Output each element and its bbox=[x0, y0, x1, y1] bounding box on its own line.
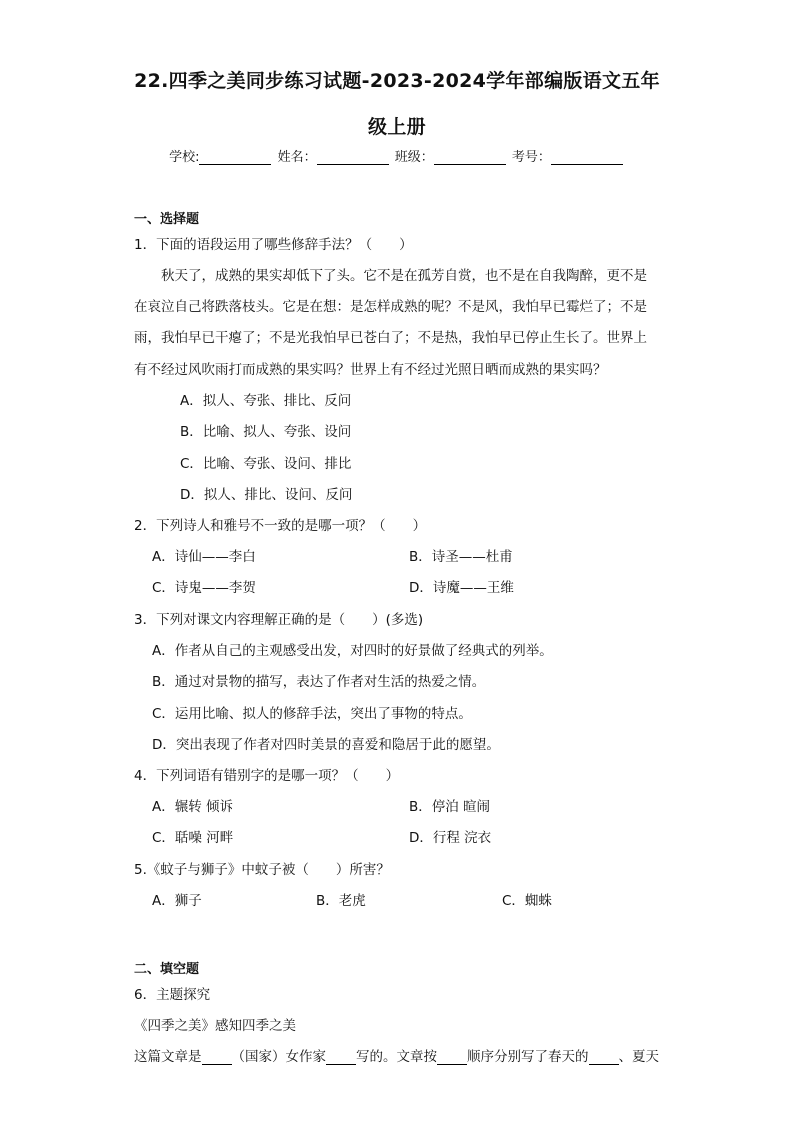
question-3-option-d[interactable]: D．突出表现了作者对四时美景的喜爱和隐居于此的愿望。 bbox=[152, 737, 500, 753]
question-4-stem: 4．下列词语有错别字的是哪一项？（ ） bbox=[134, 768, 400, 784]
fill-blank-order[interactable] bbox=[437, 1051, 467, 1065]
question-4-option-b[interactable]: B．停泊 暄闹 bbox=[409, 799, 491, 815]
fill-text: 、夏天 bbox=[618, 1049, 659, 1065]
question-5-option-c[interactable]: C．蜘蛛 bbox=[502, 893, 552, 909]
question-5-option-b[interactable]: B．老虎 bbox=[316, 893, 366, 909]
question-6-subtitle: 《四季之美》感知四季之美 bbox=[134, 1018, 296, 1034]
question-3-option-b[interactable]: B．通过对景物的描写，表达了作者对生活的热爱之情。 bbox=[152, 674, 486, 690]
question-3-stem: 3．下列对课文内容理解正确的是（ ）(多选) bbox=[134, 612, 424, 628]
school-blank[interactable] bbox=[199, 151, 271, 165]
question-1-passage-line: 雨，我怕早已干瘪了；不是光我怕早已苍白了；不是热，我怕早已停止生长了。世界上 bbox=[134, 330, 647, 346]
section-heading-choice: 一、选择题 bbox=[134, 212, 200, 227]
question-5-stem: 5.《蚊子与狮子》中蚊子被（ ）所害？ bbox=[134, 862, 390, 878]
section-heading-fill: 二、填空题 bbox=[134, 962, 200, 977]
question-1-passage-line: 在哀泣自己将跌落枝头。它是在想：是怎样成熟的呢？不是风，我怕早已霉烂了；不是 bbox=[134, 299, 647, 315]
question-1-option-b[interactable]: B．比喻、拟人、夸张、设问 bbox=[180, 424, 352, 440]
question-1-stem: 1．下面的语段运用了哪些修辞手法？（ ） bbox=[134, 237, 413, 253]
school-label: 学校: bbox=[169, 150, 200, 165]
page-title: 22.四季之美同步练习试题-2023-2024学年部编版语文五年 bbox=[134, 70, 660, 92]
fill-blank-country[interactable] bbox=[202, 1051, 232, 1065]
exam-no-label: 考号： bbox=[511, 150, 551, 165]
name-label: 姓名： bbox=[277, 150, 317, 165]
question-2-stem: 2．下列诗人和雅号不一致的是哪一项？（ ） bbox=[134, 518, 427, 534]
fill-text: 顺序分别写了春天的 bbox=[467, 1049, 589, 1065]
question-2-option-a[interactable]: A．诗仙——李白 bbox=[152, 549, 256, 565]
question-2-option-d[interactable]: D．诗魔——王维 bbox=[409, 580, 514, 596]
question-3-option-a[interactable]: A．作者从自己的主观感受出发，对四时的好景做了经典式的列举。 bbox=[152, 643, 553, 659]
question-5-option-a[interactable]: A．狮子 bbox=[152, 893, 202, 909]
question-1-passage-line: 秋天了，成熟的果实却低下了头。它不是在孤芳自赏，也不是在自我陶醉，更不是 bbox=[134, 268, 647, 284]
question-4-option-a[interactable]: A．辗转 倾诉 bbox=[152, 799, 234, 815]
fill-text: （国家）女作家 bbox=[231, 1049, 326, 1065]
question-6-stem: 6．主题探究 bbox=[134, 987, 211, 1003]
question-3-option-c[interactable]: C．运用比喻、拟人的修辞手法，突出了事物的特点。 bbox=[152, 706, 472, 722]
question-1-passage-line: 有不经过风吹雨打而成熟的果实吗？世界上有不经过光照日晒而成熟的果实吗？ bbox=[134, 362, 607, 378]
question-2-option-c[interactable]: C．诗鬼——李贺 bbox=[152, 580, 256, 596]
question-1-option-a[interactable]: A．拟人、夸张、排比、反问 bbox=[180, 393, 352, 409]
fill-text: 这篇文章是 bbox=[134, 1049, 202, 1065]
question-4-option-c[interactable]: C．聒噪 河畔 bbox=[152, 830, 234, 846]
fill-blank-spring[interactable] bbox=[589, 1051, 619, 1065]
class-label: 班级： bbox=[394, 150, 434, 165]
question-6-fill-line bbox=[134, 1045, 659, 1065]
class-blank[interactable] bbox=[434, 151, 506, 165]
question-2-option-b[interactable]: B．诗圣——杜甫 bbox=[409, 549, 513, 565]
question-1-option-c[interactable]: C．比喻、夸张、设问、排比 bbox=[180, 456, 352, 472]
question-1-option-d[interactable]: D．拟人、排比、设问、反问 bbox=[180, 487, 353, 503]
fill-text: 写的。文章按 bbox=[356, 1049, 437, 1065]
fill-blank-author[interactable] bbox=[326, 1051, 356, 1065]
student-info-line bbox=[0, 146, 794, 165]
question-4-option-d[interactable]: D．行程 浣衣 bbox=[409, 830, 492, 846]
name-blank[interactable] bbox=[317, 151, 389, 165]
page-title-cont: 级上册 bbox=[368, 116, 426, 138]
exam-no-blank[interactable] bbox=[551, 151, 623, 165]
